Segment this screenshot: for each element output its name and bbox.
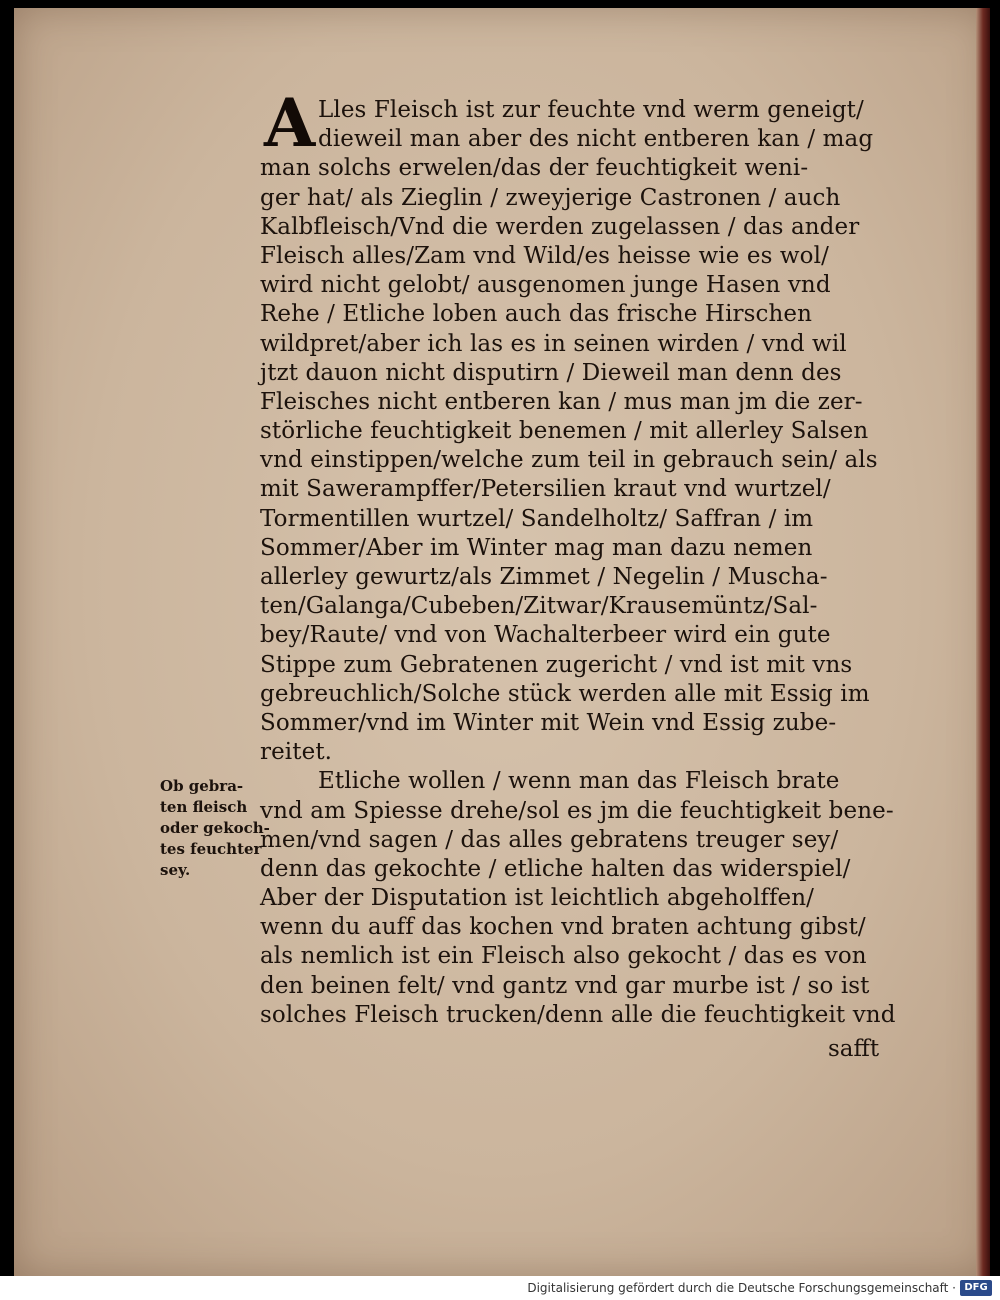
text-line: Stippe zum Gebratenen zugericht / vnd ist mit vns	[260, 651, 853, 678]
text-line: men/vnd sagen / das alles gebratens treuger sey/	[260, 826, 839, 853]
text-line: Aber der Disputation ist leichtlich abgeholffen/	[260, 885, 815, 912]
marginal-line: oder gekoch-	[160, 819, 270, 837]
text-line: Kalbfleisch/Vnd die werden zugelassen / das ander	[260, 213, 860, 240]
text-line: vnd einstippen/welche zum teil in gebrauch sein/ als	[260, 447, 878, 474]
marginal-note	[160, 776, 270, 881]
text-line: Sommer/vnd im Winter mit Wein vnd Essig zube-	[260, 709, 837, 736]
text-line: man solchs erwelen/das der feuchtigkeit weni-	[260, 155, 809, 182]
footer-credit: Digitalisierung gefördert durch die Deutsche Forschungsgemeinschaft ·	[527, 1281, 956, 1295]
text-line: dieweil man aber des nicht entberen kan / mag	[318, 126, 874, 153]
text-line: reitet.	[260, 739, 333, 766]
text-line: Fleisches nicht entberen kan / mus man jm die zer-	[260, 388, 863, 415]
text-line: solches Fleisch trucken/denn alle die feuchtigkeit vnd	[260, 1001, 896, 1028]
text-line: störliche feuchtigkeit benemen / mit allerley Salsen	[260, 418, 869, 445]
text-line: bey/Raute/ vnd von Wachalterbeer wird ein gute	[260, 622, 831, 649]
text-line: allerley gewurtz/als Zimmet / Negelin / Muscha-	[260, 564, 828, 590]
text-line: denn das gekochte / etliche halten das widerspiel/	[260, 855, 851, 882]
marginal-line: sey.	[160, 861, 191, 879]
text-line: Lles Fleisch ist zur feuchte vnd werm geneigt/	[318, 97, 864, 123]
drop-cap: A	[264, 84, 316, 162]
dfg-logo-icon[interactable]: DFG	[960, 1280, 992, 1296]
text-line: Etliche wollen / wenn man das Fleisch brate	[318, 768, 840, 795]
catchword: safft	[828, 1036, 880, 1062]
text-line: mit Sawerampffer/Petersilien kraut vnd wurtzel/	[260, 476, 831, 503]
text-line: als nemlich ist ein Fleisch also gekocht / das es von	[260, 943, 867, 970]
text-line: ten/Galanga/Cubeben/Zitwar/Krausemüntz/Sal-	[260, 593, 818, 620]
marginal-line: ten fleisch	[160, 798, 248, 816]
text-line: wenn du auff das kochen vnd braten achtung gibst/	[260, 914, 866, 941]
text-line: wildpret/aber ich las es in seinen wirden / vnd wil	[260, 330, 847, 357]
text-line: ger hat/ als Zieglin / zweyjerige Castronen / auch	[260, 184, 841, 211]
text-line: Sommer/Aber im Winter mag man dazu nemen	[260, 534, 813, 561]
marginal-line: Ob gebra-	[160, 777, 244, 795]
text-line: gebreuchlich/Solche stück werden alle mit Essig im	[260, 680, 870, 707]
text-line: Tormentillen wurtzel/ Sandelholtz/ Saffran / im	[260, 505, 814, 532]
text-line: Rehe / Etliche loben auch das frische Hirschen	[260, 301, 813, 328]
footer-bar	[0, 1276, 1000, 1300]
main-text-block	[260, 96, 900, 1030]
text-line: vnd am Spiesse drehe/sol es jm die feuchtigkeit bene-	[260, 797, 894, 824]
text-line: Fleisch alles/Zam vnd Wild/es heisse wie es wol/	[260, 242, 829, 269]
marginal-line: tes feuchter	[160, 840, 262, 858]
first-paragraph-opening	[260, 96, 900, 154]
page-edge	[976, 8, 990, 1276]
text-line: den beinen felt/ vnd gantz vnd gar murbe ist / so ist	[260, 972, 870, 999]
text-line: wird nicht gelobt/ ausgenomen junge Hasen vnd	[260, 272, 831, 299]
text-line: jtzt dauon nicht disputirn / Dieweil man denn des	[260, 359, 842, 386]
